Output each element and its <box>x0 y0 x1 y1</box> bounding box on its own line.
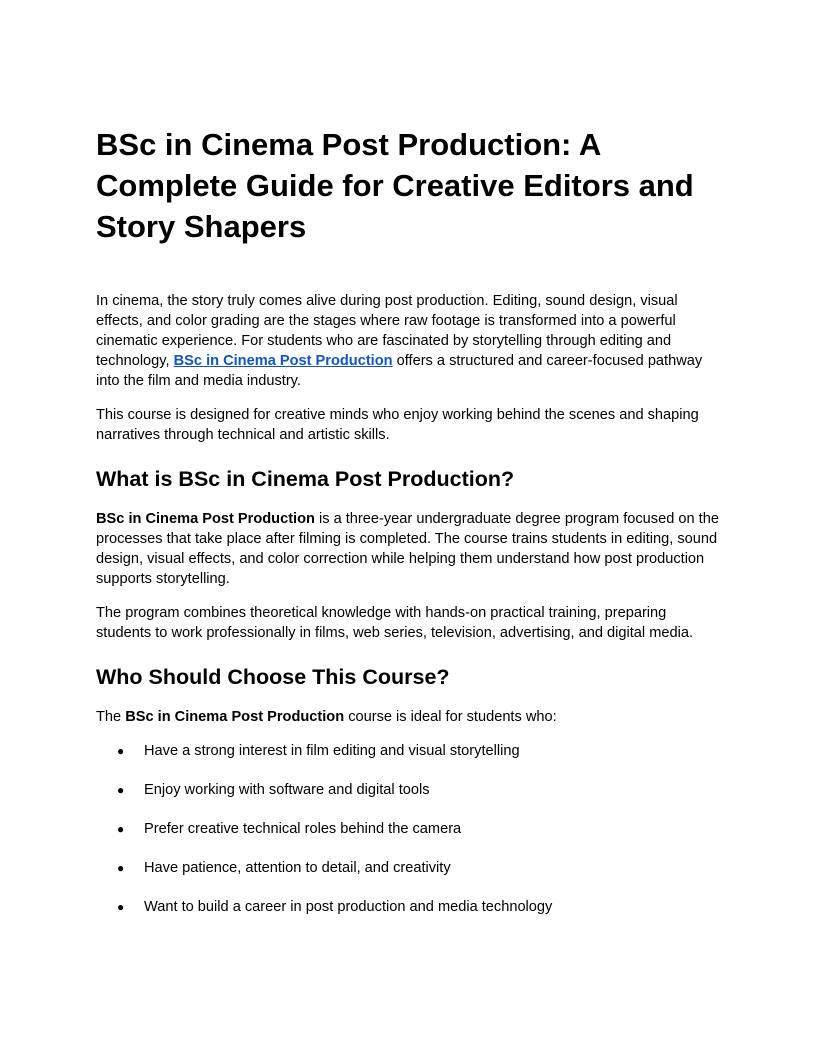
list-item-text: Prefer creative technical roles behind the camera <box>144 821 462 837</box>
what-paragraph-2: The program combines theoretical knowledge with hands-on practical training, preparing students to work professionally in films, web series, television, advertising, and digital media. <box>96 605 694 641</box>
list-item <box>96 897 720 917</box>
list-item-text: Want to build a career in post production and media technology <box>144 899 553 915</box>
who-lead-before: The <box>96 709 126 725</box>
page-title: BSc in Cinema Post Production: A Complete Guide for Creative Editors and Story Shapers <box>96 127 694 244</box>
what-paragraph-1-text: is a three-year undergraduate degree program focused on the processes that take place after filming is completed. The course trains students in editing, sound design, visual effects, and color correction while helping them understand how post production supports storytelling. <box>96 511 719 587</box>
document-page <box>96 124 720 936</box>
what-bold-term: BSc in Cinema Post Production <box>96 511 315 527</box>
bullet-icon: ● <box>117 822 125 836</box>
section-heading-what: What is BSc in Cinema Post Production? <box>96 467 515 491</box>
bullet-icon: ● <box>117 783 125 797</box>
list-item-text: Enjoy working with software and digital tools <box>144 782 430 798</box>
section-heading-who: Who Should Choose This Course? <box>96 665 450 689</box>
bullet-icon: ● <box>117 744 125 758</box>
audience-list <box>96 741 720 917</box>
bullet-icon: ● <box>117 861 125 875</box>
bullet-icon: ● <box>117 900 125 914</box>
intro-paragraph-2: This course is designed for creative minds who enjoy working behind the scenes and shaping narratives through technical and artistic skills. <box>96 407 699 443</box>
what-paragraph-1 <box>96 509 720 589</box>
list-item-text: Have patience, attention to detail, and creativity <box>144 860 451 876</box>
list-item <box>96 780 720 800</box>
intro-text-after-link: offers a structured and career-focused pathway into the film and media industry. <box>96 353 703 389</box>
list-item <box>96 819 720 839</box>
list-item <box>96 741 720 761</box>
list-item-text: Have a strong interest in film editing and visual storytelling <box>144 743 520 759</box>
course-link[interactable]: BSc in Cinema Post Production <box>173 353 393 369</box>
who-lead-paragraph <box>96 707 720 727</box>
intro-text-before-link: In cinema, the story truly comes alive during post production. Editing, sound design, visual effects, and color grading are the stages where raw footage is transformed into a powerful cinematic experience. For students who are fascinated by storytelling through editing and technology, <box>96 293 678 369</box>
intro-paragraph-1 <box>96 291 720 391</box>
who-lead-after: course is ideal for students who: <box>344 709 557 725</box>
who-lead-bold-term: BSc in Cinema Post Production <box>125 709 345 725</box>
list-item <box>96 858 720 878</box>
